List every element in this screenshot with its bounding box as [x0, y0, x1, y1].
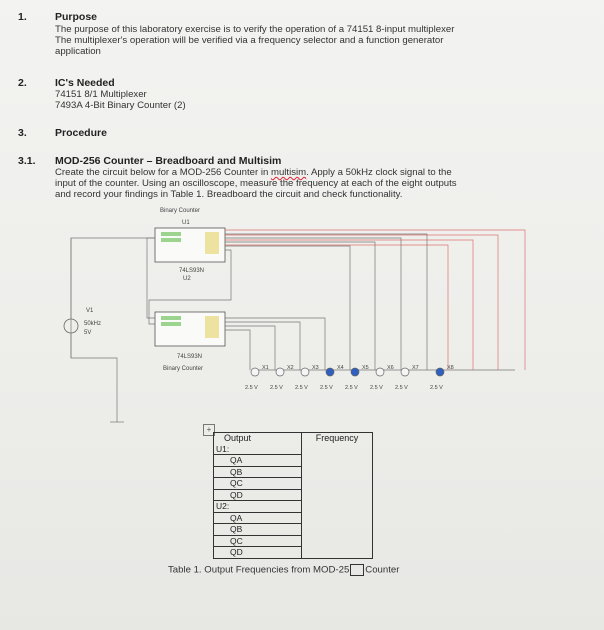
probe-voltage: 2.5 V: [370, 385, 383, 391]
section-number: 2.: [18, 77, 27, 89]
mod256-paragraph: [55, 167, 457, 200]
probe-label: X2: [287, 365, 294, 371]
table-header-row: [214, 433, 373, 444]
u2-label: U2: [183, 276, 191, 282]
probe-voltage: 2.5 V: [270, 385, 283, 391]
table-row: [214, 455, 373, 467]
paragraph-line: input of the counter. Using an oscilloscope, measure the frequency at each of the eight outputs: [55, 178, 457, 189]
probe-lamp-icon: [351, 368, 359, 376]
table-row: [214, 547, 373, 559]
chip-pin-block: [161, 322, 181, 326]
misspelled-word: multisim: [270, 167, 307, 178]
paragraph-line: The multiplexer's operation will be verified via a frequency selector and a function generator: [55, 35, 444, 46]
probe-lamp-icon: [376, 368, 384, 376]
text-run: Create the circuit below for a MOD-256 Counter in: [55, 167, 271, 178]
source-label: V1: [86, 308, 94, 314]
group-label-u2: U2:: [214, 501, 302, 513]
output-cell: QD: [214, 489, 302, 501]
probe-lamp-icon: [326, 368, 334, 376]
section-title-ics: IC's Needed: [55, 77, 115, 89]
probe-voltage: 2.5 V: [345, 385, 358, 391]
text-cursor-box[interactable]: [350, 564, 364, 576]
frequency-cell[interactable]: [302, 524, 373, 536]
group-label-u1: U1:: [214, 444, 302, 455]
output-cell: QC: [214, 535, 302, 547]
frequency-cell[interactable]: [302, 489, 373, 501]
u1-part: 74LS93N: [179, 268, 205, 274]
chip-pin-block: [161, 238, 181, 242]
probe-voltage: 2.5 V: [245, 385, 258, 391]
table-caption: [168, 564, 399, 576]
ic-item: 74151 8/1 Multiplexer: [55, 89, 147, 100]
u1-label: U1: [182, 220, 190, 226]
wires: [71, 234, 515, 422]
caption-text: Counter: [365, 564, 400, 576]
table-row: [214, 535, 373, 547]
probe-voltage: 2.5 V: [395, 385, 408, 391]
table-row: [214, 489, 373, 501]
probe-lamp-icon: [301, 368, 309, 376]
probe-label: X3: [312, 365, 319, 371]
section-number: 3.1.: [18, 155, 36, 167]
header-frequency: Frequency: [315, 433, 359, 444]
probe-lamp-icon: [401, 368, 409, 376]
source-freq: 50kHz: [84, 321, 102, 327]
frequency-cell[interactable]: [302, 455, 373, 467]
probe-lamp-icon: [251, 368, 259, 376]
probe-label: X8: [447, 365, 454, 371]
header-output: Output: [214, 433, 302, 444]
paragraph-line: [55, 167, 457, 178]
probe-voltage: 2.5 V: [320, 385, 333, 391]
caption-text: Table 1. Output Frequencies from MOD-25: [168, 564, 350, 576]
table-row: [214, 524, 373, 536]
section-title-purpose: Purpose: [55, 11, 98, 23]
probe-row: [245, 365, 454, 391]
source-volt: 5V: [84, 330, 92, 336]
table-row: [214, 501, 373, 513]
section-number: 3.: [18, 127, 27, 139]
probe-label: X4: [337, 365, 344, 371]
probe-label: X1: [262, 365, 269, 371]
ics-list: [55, 89, 186, 111]
output-cell: QB: [214, 466, 302, 478]
frequency-table: [213, 432, 373, 559]
frequency-cell[interactable]: [302, 478, 373, 490]
chip-pin-block: [205, 316, 219, 338]
frequency-cell[interactable]: [302, 466, 373, 478]
paragraph-line: application: [55, 46, 101, 57]
probe-label: X7: [412, 365, 419, 371]
section-title-mod256: MOD-256 Counter – Breadboard and Multisim: [55, 155, 282, 167]
chip-pin-block: [161, 316, 181, 320]
u2-caption: Binary Counter: [163, 366, 204, 372]
text-run: . Apply a 50kHz clock signal to the: [306, 167, 452, 178]
schematic-title: Binary Counter: [160, 208, 201, 214]
probe-lamp-icon: [436, 368, 444, 376]
output-cell: QA: [214, 455, 302, 467]
frequency-cell[interactable]: [302, 501, 373, 513]
table-row: [214, 478, 373, 490]
u2-part: 74LS93N: [177, 354, 203, 360]
paragraph-line: The purpose of this laboratory exercise is to verify the operation of a 74151 8-input multiplexer: [55, 24, 455, 35]
output-cell: QA: [214, 512, 302, 524]
frequency-cell[interactable]: [302, 444, 373, 455]
table-row: [214, 466, 373, 478]
probe-label: X6: [387, 365, 394, 371]
table-row: [214, 444, 373, 455]
probe-lamp-icon: [276, 368, 284, 376]
section-title-procedure: Procedure: [55, 127, 107, 139]
frequency-cell[interactable]: [302, 535, 373, 547]
frequency-cell[interactable]: [302, 512, 373, 524]
table-move-handle-icon[interactable]: +: [203, 424, 215, 436]
probe-voltage: 2.5 V: [295, 385, 308, 391]
output-cell: QB: [214, 524, 302, 536]
output-cell: QC: [214, 478, 302, 490]
probe-label: X5: [362, 365, 369, 371]
chip-pin-block: [161, 232, 181, 236]
frequency-cell[interactable]: [302, 547, 373, 559]
probe-voltage: 2.5 V: [430, 385, 443, 391]
section-number: 1.: [18, 11, 27, 23]
chip-pin-block: [205, 232, 219, 254]
circuit-schematic: [55, 200, 575, 430]
table-row: [214, 512, 373, 524]
ic-item: 7493A 4-Bit Binary Counter (2): [55, 100, 186, 111]
paragraph-line: and record your findings in Table 1. Breadboard the circuit and check functionality.: [55, 189, 403, 200]
purpose-paragraph: [55, 24, 454, 57]
output-cell: QD: [214, 547, 302, 559]
